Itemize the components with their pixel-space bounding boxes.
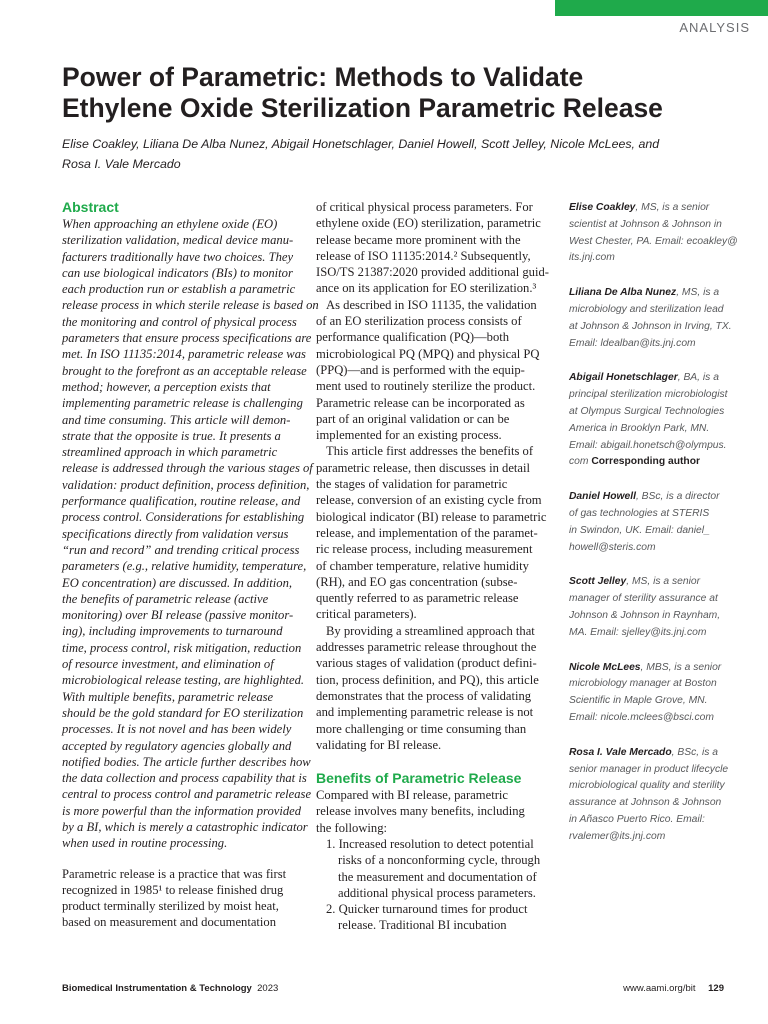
page-number: 129 xyxy=(708,983,724,994)
text-line: performance qualification (PQ)—both xyxy=(316,330,510,345)
text-line: the benefits of parametric release (active xyxy=(62,591,269,606)
text-line: release of ISO 11135:2014.² Subsequently, xyxy=(316,248,531,263)
text-line: release is addressed through the various stages of xyxy=(62,461,313,476)
title-line: Ethylene Oxide Sterilization Parametric Release xyxy=(62,93,663,123)
bio-line: senior manager in product lifecycle xyxy=(569,763,729,775)
paragraph xyxy=(316,199,552,297)
text-line: release. Traditional BI incubation xyxy=(338,918,507,933)
list-item xyxy=(316,901,552,934)
text-line: various stages of validation (product defini- xyxy=(316,656,537,671)
text-line: specifications directly from validation versus xyxy=(62,526,289,541)
text-line: biological indicator (BI) release to parametric xyxy=(316,509,547,524)
text-line: tion, process definition, and PQ), this article xyxy=(316,672,539,687)
text-line: ISO/TS 21387:2020 provided additional guid- xyxy=(316,265,549,280)
text-line: of resource investment, and elimination of xyxy=(62,657,274,672)
bio-line: Email: abigail.honetsch@olympus. xyxy=(569,439,727,451)
bio-line: Rosa I. Vale Mercado, BSc, is a xyxy=(569,746,718,758)
author-bio xyxy=(569,285,732,352)
text-line: additional physical process parameters. xyxy=(338,885,536,900)
text-line: processes. It is not novel and has been widely xyxy=(62,722,292,737)
bio-line: com Corresponding author xyxy=(569,456,701,468)
text-line: central to process control and parametric release xyxy=(62,787,312,802)
text-line: With multiple benefits, parametric release xyxy=(62,689,274,704)
text-line: streamlined approach in which parametric xyxy=(62,445,278,460)
bio-line: at Johnson & Johnson in Irving, TX. xyxy=(569,320,732,332)
bio-line: Scott Jelley, MS, is a senior xyxy=(569,576,701,588)
text-line: performance qualification, routine release, and xyxy=(62,494,301,509)
text-line: notified bodies. The article further describes how xyxy=(62,754,311,769)
text-line: release process in which sterile release is based on xyxy=(62,298,319,313)
bio-line: in Añasco Puerto Rico. Email: xyxy=(569,813,705,825)
text-line: EO concentration) are discussed. In addition, xyxy=(62,575,293,590)
text-line: microbiological release testing, are highlighted. xyxy=(62,673,305,688)
text-line: recognized in 1985¹ to release finished drug xyxy=(62,882,284,897)
section-label: ANALYSIS xyxy=(679,20,750,35)
text-line: the following: xyxy=(316,820,388,835)
author-bio xyxy=(569,200,738,267)
bio-line: manager of sterility assurance at xyxy=(569,593,718,605)
bio-line: Daniel Howell, BSc, is a director xyxy=(569,491,720,503)
text-line: monitoring) over BI release (passive monitor- xyxy=(62,608,294,623)
bio-line: its.jnj.com xyxy=(569,252,615,264)
text-line: method; however, a perception exists that xyxy=(62,379,271,394)
text-line: (RH), and EO gas concentration (subse- xyxy=(316,574,518,589)
bio-line: rvalemer@its.jnj.com xyxy=(569,830,666,842)
text-line: of an EO sterilization process consists of xyxy=(316,314,522,329)
author-name: Abigail Honetschlager xyxy=(569,372,678,384)
bio-line: Johnson & Johnson in Raynham, xyxy=(569,609,721,621)
bio-line: assurance at Johnson & Johnson xyxy=(569,797,722,809)
bio-line: America in Brooklyn Park, MN. xyxy=(569,422,710,434)
author-bios-column xyxy=(569,200,738,864)
list-item xyxy=(316,836,552,901)
bio-line: microbiological quality and sterility xyxy=(569,780,725,792)
text-line: and implementing parametric release is not xyxy=(316,705,534,720)
text-line: the stages of validation for parametric xyxy=(316,477,508,492)
author-bio xyxy=(569,574,729,641)
text-line: quently referred to as parametric release xyxy=(316,591,519,606)
abstract-heading: Abstract xyxy=(62,199,119,215)
text-line: the measurement and documentation of xyxy=(338,869,537,884)
text-line: part of an original validation or can be xyxy=(316,411,510,426)
text-line: “run and record” and trending critical process xyxy=(62,542,300,557)
text-line: more challenging or time consuming than xyxy=(316,721,527,736)
paragraph xyxy=(316,443,552,622)
text-line: validating for BI release. xyxy=(316,737,442,752)
text-line: parametric release, then discusses in detail xyxy=(316,460,531,475)
benefits-heading: Benefits of Parametric Release xyxy=(316,770,522,787)
bio-line: Elise Coakley, MS, is a senior xyxy=(569,202,710,213)
bio-line: Liliana De Alba Nunez, MS, is a xyxy=(569,287,720,299)
text-line: implementing parametric release is challenging xyxy=(62,396,303,411)
title-line: Power of Parametric: Methods to Validate xyxy=(62,62,584,92)
bio-line: howell@steris.com xyxy=(569,541,656,553)
journal-footer xyxy=(62,983,278,994)
bio-line: microbiology and sterilization lead xyxy=(569,303,724,315)
author-name: Elise Coakley xyxy=(569,202,636,213)
text-line: should be the gold standard for EO sterilization xyxy=(62,705,304,720)
text-line: can use biological indicators (BIs) to monitor xyxy=(62,265,293,280)
text-line: microbiological PQ (MPQ) and physical PQ xyxy=(316,346,540,361)
text-line: met. In ISO 11135:2014, parametric release was xyxy=(62,347,306,362)
bio-line: in Swindon, UK. Email: daniel_ xyxy=(569,524,710,536)
author-line: Elise Coakley, Liliana De Alba Nunez, Abigail Honetschlager, Daniel Howell, Scott Jelley, Nicole McLees, and xyxy=(62,137,660,151)
text-line: Parametric release is a practice that was first xyxy=(62,866,287,881)
text-line: brought to the forefront as an acceptable release xyxy=(62,363,307,378)
author-line: Rosa I. Vale Mercado xyxy=(62,157,181,171)
text-line: 1. Increased resolution to detect potential xyxy=(326,836,534,851)
text-line: release became more prominent with the xyxy=(316,232,521,247)
text-line: release involves many benefits, including xyxy=(316,804,525,819)
author-name: Nicole McLees xyxy=(569,661,641,673)
text-line: demonstrates that the process of validating xyxy=(316,688,532,703)
text-line: implemented for an existing process. xyxy=(316,428,502,443)
text-line: and time consuming. This article will demon- xyxy=(62,412,291,427)
page-footer xyxy=(623,983,724,994)
bio-line: scientist at Johnson & Johnson in xyxy=(569,218,722,230)
journal-url[interactable]: www.aami.org/bit xyxy=(623,983,696,994)
bio-line: MA. Email: sjelley@its.jnj.com xyxy=(569,626,707,638)
text-line: ance on its application for EO sterilization.³ xyxy=(316,281,537,296)
text-line: release, conversion of an existing cycle from xyxy=(316,493,542,508)
text-line: time, process control, risk mitigation, reduction xyxy=(62,640,302,655)
abstract-body xyxy=(62,216,319,852)
corresponding-author-label: Corresponding author xyxy=(591,456,701,468)
bio-line: Email: ldealban@its.jnj.com xyxy=(569,337,696,349)
text-line: By providing a streamlined approach that xyxy=(326,623,535,638)
text-line: the monitoring and control of physical process xyxy=(62,314,297,329)
author-bio xyxy=(569,660,729,727)
author-name: Daniel Howell xyxy=(569,491,636,503)
author-name: Scott Jelley xyxy=(569,576,627,588)
text-line: of critical physical process parameters. For xyxy=(316,200,533,214)
author-list xyxy=(62,134,742,174)
intro-paragraph xyxy=(62,866,306,931)
text-line: 2. Quicker turnaround times for product xyxy=(326,902,528,917)
benefits-intro xyxy=(316,787,552,836)
bio-line: at Olympus Surgical Technologies xyxy=(569,405,725,417)
text-line: process control. Considerations for establishing xyxy=(62,510,305,525)
abstract-column xyxy=(62,198,319,931)
bio-line: of gas technologies at STERIS xyxy=(569,507,710,519)
text-line: ment used to routinely sterilize the product. xyxy=(316,379,536,394)
text-line: when used in routine processing. xyxy=(62,836,228,851)
text-line: parameters that ensure process specifications are xyxy=(62,331,312,346)
text-line: parameters (e.g., relative humidity, temperature, xyxy=(62,559,307,574)
text-line: ing), including improvements to turnaround xyxy=(62,624,283,639)
text-line: Parametric release can be incorporated as xyxy=(316,395,525,410)
paragraph xyxy=(316,297,552,444)
text-line: ric release process, including measurement xyxy=(316,542,533,557)
text-line: When approaching an ethylene oxide (EO) xyxy=(62,217,278,231)
text-line: sterilization validation, medical device manu- xyxy=(62,233,294,248)
text-line: (PPQ)—and is performed with the equip- xyxy=(316,362,525,377)
journal-year: 2023 xyxy=(257,983,279,994)
main-text-column xyxy=(316,199,552,934)
author-bio xyxy=(569,745,729,846)
text-line: of chamber temperature, relative humidity xyxy=(316,558,529,573)
author-bio xyxy=(569,370,729,471)
text-line: is more powerful than the information provided xyxy=(62,803,302,818)
text-line: As described in ISO 11135, the validation xyxy=(326,297,537,312)
bio-line: Email: nicole.mclees@bsci.com xyxy=(569,711,714,723)
author-name: Liliana De Alba Nunez xyxy=(569,287,677,299)
text-line: This article first addresses the benefits of xyxy=(326,444,534,459)
article-title xyxy=(62,62,742,124)
header-accent-bar xyxy=(555,0,768,16)
text-line: critical parameters). xyxy=(316,607,417,622)
author-name: Rosa I. Vale Mercado xyxy=(569,746,672,758)
text-line: validation: product definition, process definition, xyxy=(62,477,310,492)
text-line: based on measurement and documentation xyxy=(62,915,277,930)
text-line: release, and implementation of the paramet- xyxy=(316,525,538,540)
bio-line: Abigail Honetschlager, BA, is a xyxy=(569,372,719,384)
author-bio xyxy=(569,489,729,556)
text-line: by a BI, which is merely a catastrophic indicator xyxy=(62,819,308,834)
bio-line: West Chester, PA. Email: ecoakley@ xyxy=(569,235,738,247)
text-line: strate that the opposite is true. It presents a xyxy=(62,428,281,443)
bio-line: Nicole McLees, MBS, is a senior xyxy=(569,661,722,673)
text-line: risks of a nonconforming cycle, through xyxy=(338,853,541,868)
paragraph xyxy=(316,623,552,753)
journal-name: Biomedical Instrumentation & Technology xyxy=(62,983,252,994)
bio-line: microbiology manager at Boston xyxy=(569,678,717,690)
text-line: the data collection and process capability that is xyxy=(62,771,307,786)
text-line: product terminally sterilized by moist heat, xyxy=(62,899,279,914)
bio-line: principal sterilization microbiologist xyxy=(569,389,728,401)
text-line: Compared with BI release, parametric xyxy=(316,788,508,803)
text-line: each production run or establish a parametric xyxy=(62,282,296,297)
text-line: addresses parametric release throughout the xyxy=(316,640,537,655)
text-line: facturers traditionally have two choices. They xyxy=(62,249,294,264)
text-line: ethylene oxide (EO) sterilization, parametric xyxy=(316,216,541,231)
bio-line: Scientific in Maple Grove, MN. xyxy=(569,695,708,707)
text-line: accepted by regulatory agencies globally and xyxy=(62,738,292,753)
